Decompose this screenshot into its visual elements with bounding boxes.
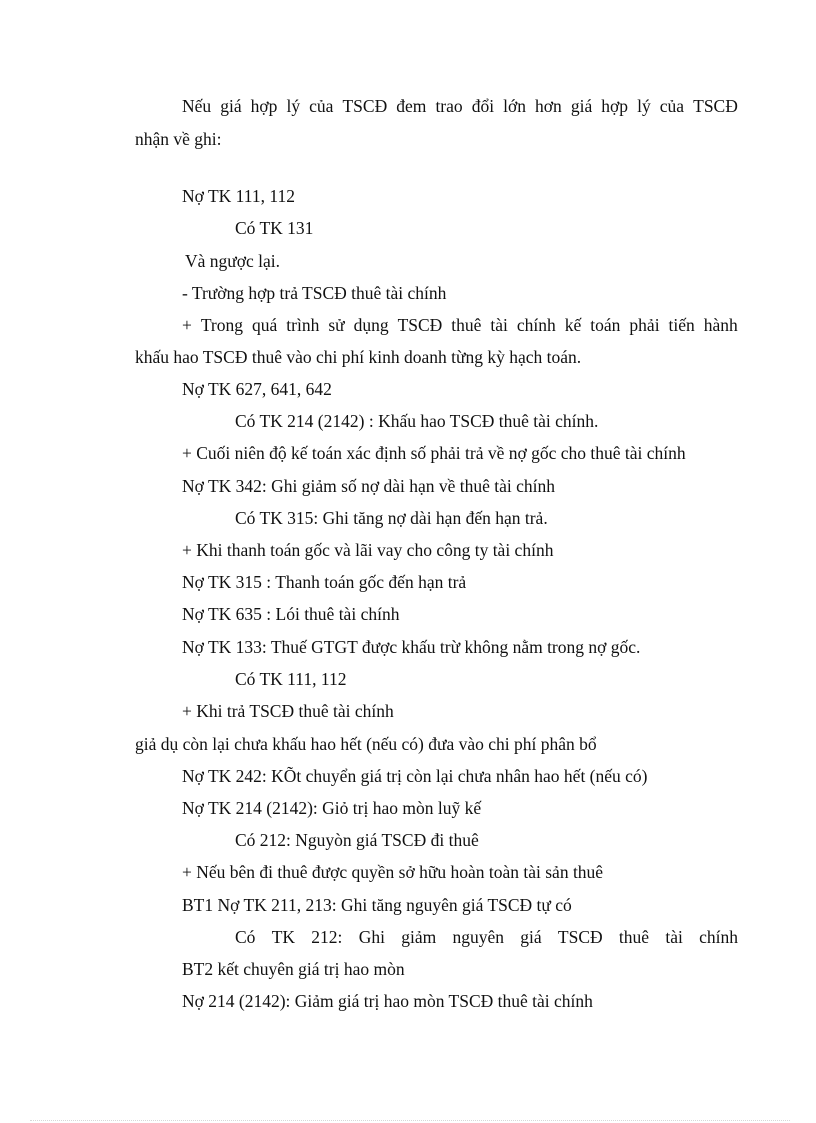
journal-entry-debit: BT1 Nợ TK 211, 213: Ghi tăng nguyên giá TSCĐ tự có: [182, 895, 572, 915]
text-line: + Khi trả TSCĐ thuê tài chính: [182, 701, 394, 721]
word: của: [659, 96, 685, 116]
text-line: + Cuối niên độ kế toán xác định số phải trả về nợ gốc cho thuê tài chính: [182, 443, 686, 463]
word: Trong: [200, 315, 244, 335]
word: nguyên: [452, 927, 504, 947]
word: đổi: [471, 96, 495, 116]
text-line: [182, 314, 738, 336]
journal-entry-debit: Nợ TK 627, 641, 642: [182, 379, 332, 399]
word: giá: [570, 96, 593, 116]
word: giá: [220, 96, 242, 116]
word: hợp: [601, 96, 629, 116]
journal-entry-debit: Nợ 214 (2142): Giảm giá trị hao mòn TSCĐ thuê tài chính: [182, 991, 593, 1011]
word: kế: [564, 315, 582, 335]
journal-entry-debit: Nợ TK 315 : Thanh toán gốc đến hạn trả: [182, 572, 467, 592]
journal-entry-debit: Nợ TK 242: KÕt chuyển giá trị còn lại chưa nhân hao hết (nếu có): [182, 766, 648, 786]
text-line: nhận về ghi:: [135, 129, 222, 149]
word: TSCĐ: [342, 96, 388, 116]
word: tài: [665, 927, 683, 947]
journal-entry-credit: Có TK 131: [235, 218, 314, 238]
word: dụng: [353, 315, 389, 335]
text-line: Và ngược lại.: [185, 251, 281, 271]
word: hơn: [535, 96, 562, 116]
word: của: [309, 96, 334, 116]
word: Có: [235, 927, 256, 947]
word: hợp: [250, 96, 278, 116]
journal-entry-debit: Nợ TK 214 (2142): Giỏ trị hao mòn luỹ kế: [182, 798, 482, 818]
text-line: khấu hao TSCĐ thuê vào chi phí kinh doanh từng kỳ hạch toán.: [135, 347, 582, 367]
journal-entry-debit: Nợ TK 635 : Lói thuê tài chính: [182, 604, 400, 624]
word: +: [182, 315, 192, 335]
text-line: giả dụ còn lại chưa khấu hao hết (nếu có) đưa vào chi phí phân bổ: [135, 734, 597, 754]
text-line: [182, 95, 738, 117]
page-footer-rule: [30, 1120, 790, 1121]
text-line: BT2 kết chuyên giá trị hao mòn: [182, 959, 405, 979]
word: TSCĐ: [693, 96, 738, 116]
word: trình: [286, 315, 320, 335]
journal-entry-debit: Nợ TK 133: Thuế GTGT được khấu trừ không nằm trong nợ gốc.: [182, 637, 641, 657]
text-line: + Khi thanh toán gốc và lãi vay cho công ty tài chính: [182, 540, 554, 560]
section-heading: - Trường hợp trả TSCĐ thuê tài chính: [182, 283, 447, 303]
word: giá: [520, 927, 542, 947]
journal-entry-debit: Nợ TK 111, 112: [182, 186, 295, 206]
word: lý: [286, 96, 301, 116]
journal-entry-credit: Có TK 111, 112: [235, 669, 347, 689]
word: chính: [516, 315, 556, 335]
word: lớn: [503, 96, 526, 116]
word: chính: [699, 927, 738, 947]
word: thuê: [618, 927, 650, 947]
word: Ghi: [358, 927, 385, 947]
word: trao: [435, 96, 463, 116]
word: TK: [271, 927, 296, 947]
word: tài: [490, 315, 508, 335]
text-line: + Nếu bên đi thuê được quyền sở hữu hoàn toàn tài sản thuê: [182, 862, 604, 882]
journal-entry-credit: Có TK 214 (2142) : Khấu hao TSCĐ thuê tài chính.: [235, 411, 599, 431]
word: hành: [703, 315, 738, 335]
word: thuê: [451, 315, 482, 335]
word: TSCĐ: [557, 927, 603, 947]
journal-entry-debit: Nợ TK 342: Ghi giảm số nợ dài hạn về thuê tài chính: [182, 476, 555, 496]
word: đem: [396, 96, 427, 116]
word: 212:: [311, 927, 343, 947]
word: lý: [637, 96, 651, 116]
word: Nếu: [182, 96, 212, 116]
journal-entry-credit: [235, 926, 738, 948]
word: phải: [629, 315, 660, 335]
journal-entry-credit: Có TK 315: Ghi tăng nợ dài hạn đến hạn trả.: [235, 508, 548, 528]
word: giảm: [401, 927, 437, 947]
word: tiến: [668, 315, 695, 335]
word: toán: [590, 315, 621, 335]
word: quá: [252, 315, 278, 335]
word: TSCĐ: [397, 315, 443, 335]
journal-entry-credit: Có 212: Nguyòn giá TSCĐ đi thuê: [235, 830, 479, 850]
word: sử: [328, 315, 345, 335]
